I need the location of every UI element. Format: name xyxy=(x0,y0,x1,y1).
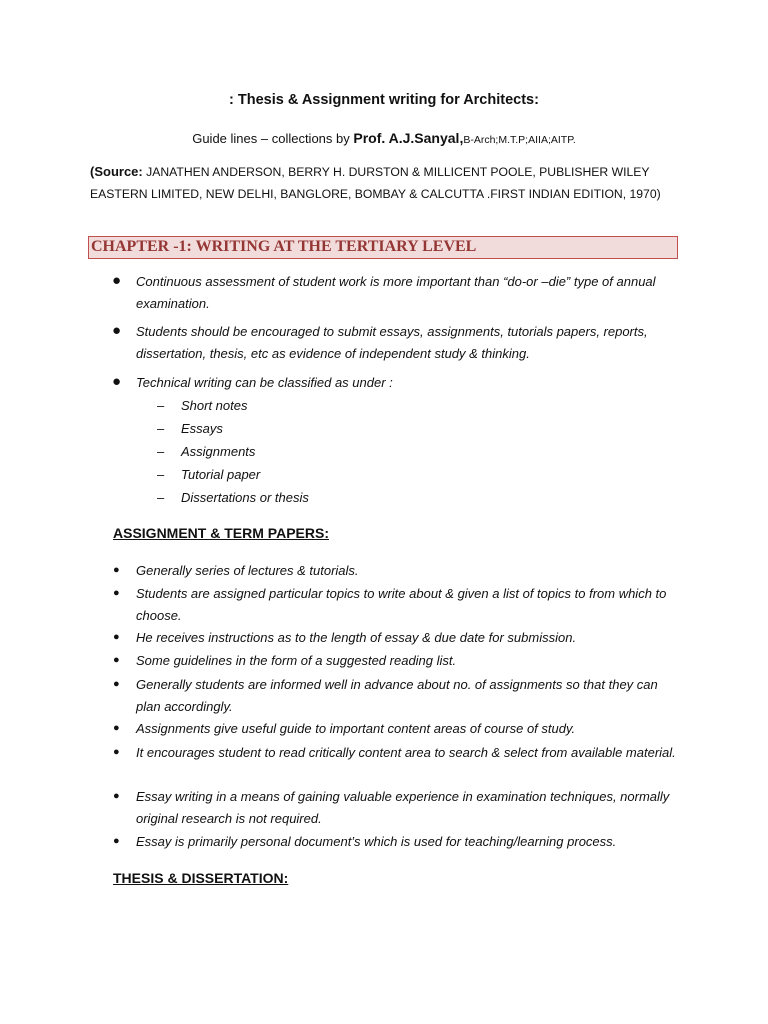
guide-author: Prof. A.J.Sanyal, xyxy=(353,130,464,146)
bullet-icon: ● xyxy=(113,631,120,643)
bullet-icon: ● xyxy=(113,654,120,666)
assignment-bullet: Assignments give useful guide to important content areas of course of study. xyxy=(136,721,576,736)
assignment-bullet: Essay is primarily personal document’s which is used for teaching/learning process. xyxy=(136,834,617,849)
bullet-icon: ● xyxy=(112,322,122,339)
bullet-icon: ● xyxy=(113,722,120,734)
dash-icon: – xyxy=(157,467,165,482)
chapter-bullet: Technical writing can be classified as under : xyxy=(136,375,393,390)
dash-icon: – xyxy=(157,490,165,505)
assignment-bullet: Generally students are informed well in advance about no. of assignments so that they can plan accordingly. xyxy=(136,677,658,714)
source-text: JANATHEN ANDERSON, BERRY H. DURSTON & MILLICENT POOLE, PUBLISHER WILEY EASTERN LIMITED, NEW DELHI, BANGLORE, BOMBAY & CALCUTTA .FIRST INDIAN EDITION, 1970) xyxy=(90,165,661,201)
bullet-icon: ● xyxy=(113,564,120,576)
guide-line xyxy=(0,130,768,146)
document-page: : Thesis & Assignment writing for Architects: Guide lines – collections by Prof. A.J.Sanyal,B-Arch;M.T.P;AIIA;AITP. (Source: JANATHEN ANDERSON, BERRY H. DURSTON & MILLICENT POOLE, PUBLISHER WILEY EASTERN LIMITED, NEW DELHI, BANGLORE, BOMBAY & CALCUTTA .FIRST INDIAN EDITION, 1970) CHAPTER -1: WRITING AT THE TERTIARY LEVEL ● Continuous assessment of student work is more important than “do-or –die” type of annual examination. ● Students should be encouraged to submit essays, assignments, tutorials papers, reports, dissertation, thesis, etc as evidence of independent study & thinking. ● Technical writing can be classified as under : – Short notes – Essays – Assignments – Tutorial paper – Dissertations or thesis ASSIGNMENT & TERM PAPERS: ● Generally series of lectures & tutorials. ● Students are assigned particular topics to write about & given a list of topics to from which to choose. ● He receives instructions as to the length of essay & due date for submission. ● Some guidelines in the form of a suggested reading list. ● Generally students are informed well in advance about no. of assignments so that they can plan accordingly. ● Assignments give useful guide to important content areas of course of study. ● It encourages student to read critically content area to search & select from available material. ● Essay writing in a means of gaining valuable experience in examination techniques, normally original research is not required. ● Essay is primarily personal document’s which is used for teaching/learning process. THESIS & DISSERTATION: xyxy=(0,0,768,1024)
chapter-bullet: Continuous assessment of student work is more important than “do-or –die” type of annual examination. xyxy=(136,274,656,311)
assignment-bullet: It encourages student to read critically content area to search & select from available material. xyxy=(136,745,676,760)
bullet-icon: ● xyxy=(113,678,120,690)
bullet-icon: ● xyxy=(113,790,120,802)
bullet-icon: ● xyxy=(113,835,120,847)
source-label: (Source: xyxy=(90,164,143,179)
dash-icon: – xyxy=(157,398,165,413)
section-heading-assignment: ASSIGNMENT & TERM PAPERS: xyxy=(113,525,329,541)
assignment-bullet: Students are assigned particular topics to write about & given a list of topics to from which to choose. xyxy=(136,586,667,623)
chapter-bullet: Students should be encouraged to submit essays, assignments, tutorials papers, reports, dissertation, thesis, etc as evidence of independent study & thinking. xyxy=(136,324,648,361)
guide-prefix: Guide lines – collections by xyxy=(192,131,354,146)
bullet-icon: ● xyxy=(112,272,122,289)
assignment-bullet: Essay writing in a means of gaining valuable experience in examination techniques, normally original research is not required. xyxy=(136,789,670,826)
dash-icon: – xyxy=(157,444,165,459)
chapter-heading: CHAPTER -1: WRITING AT THE TERTIARY LEVEL xyxy=(91,238,477,255)
chapter-heading-box xyxy=(88,236,678,259)
assignment-bullet: He receives instructions as to the length of essay & due date for submission. xyxy=(136,630,577,645)
bullet-icon: ● xyxy=(113,746,120,758)
assignment-bullet: Some guidelines in the form of a suggested reading list. xyxy=(136,653,457,668)
bullet-icon: ● xyxy=(112,373,122,390)
document-title: : Thesis & Assignment writing for Architects: xyxy=(229,92,539,108)
source-citation xyxy=(90,161,690,205)
guide-credentials: B-Arch;M.T.P;AIIA;AITP. xyxy=(463,134,576,146)
assignment-bullet: Generally series of lectures & tutorials. xyxy=(136,563,359,578)
bullet-icon: ● xyxy=(113,587,120,599)
dash-icon: – xyxy=(157,421,165,436)
section-heading-thesis: THESIS & DISSERTATION: xyxy=(113,870,289,886)
